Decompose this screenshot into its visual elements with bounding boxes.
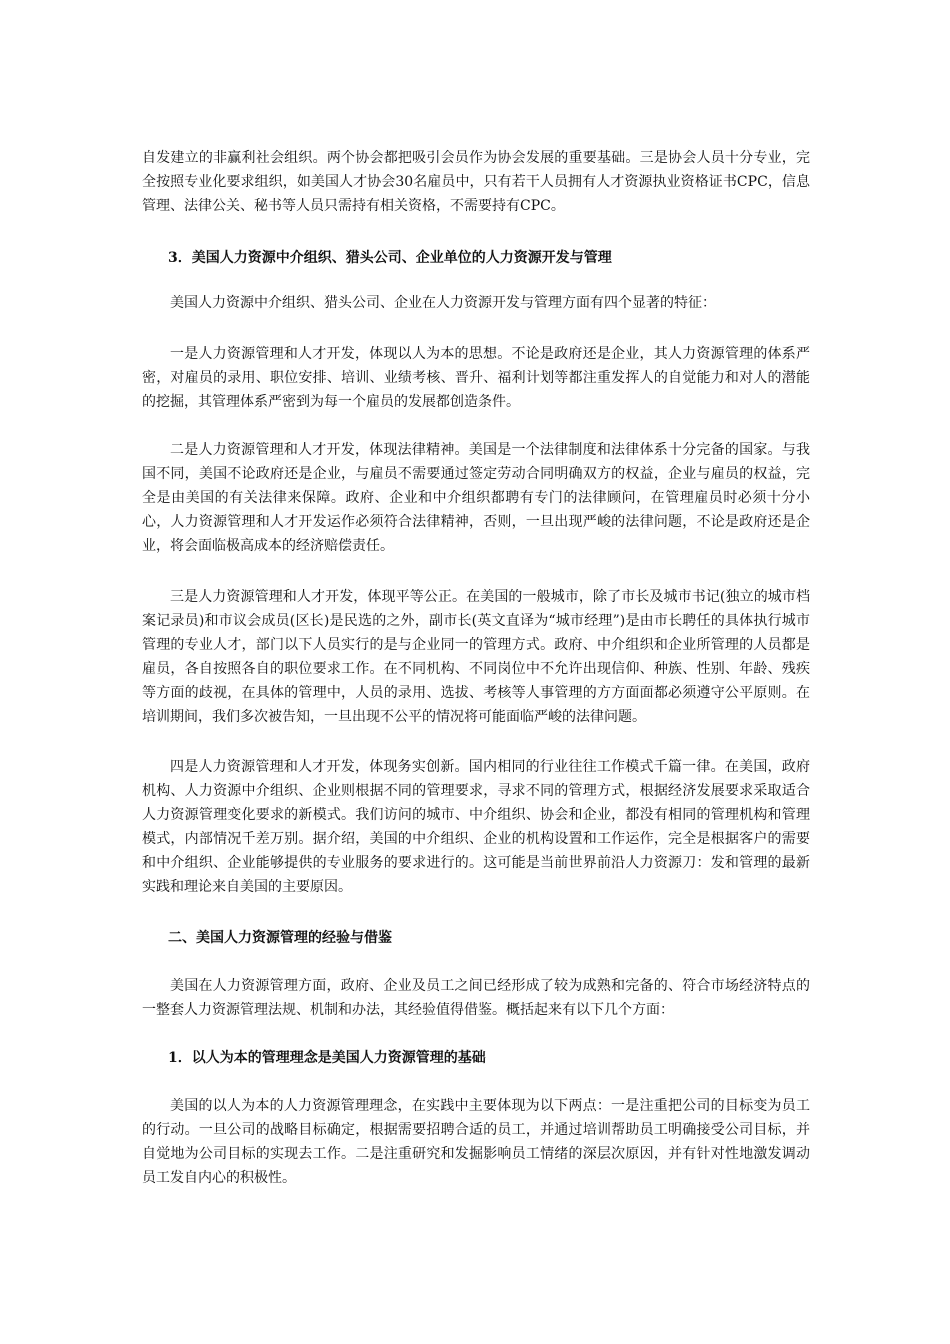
body-text-paragraph (142, 1094, 810, 1190)
body-text-paragraph (142, 342, 810, 414)
paragraph-continuation: 自发建立的非赢利社会组织。两个协会都把吸引会员作为协会发展的重要基础。三是协会人员十分专业，完全按照专业化要求组织，如美国人才协会30名雇员中，只有若干人员拥有人才资源执业资格证书CPC，信息管理、法律公关、秘书等人员只需持有相关资格，不需要持有CPC。 (142, 150, 810, 214)
body-text-paragraph (142, 585, 810, 729)
paragraph-two-points: 美国的以人为本的人力资源管理理念，在实践中主要体现为以下两点：一是注重把公司的目标变为员工的行动。一旦公司的战略目标确定，根据需要招聘合适的员工，并通过培训帮助员工明确接受公司目标，并自觉地为公司目标的实现去工作。二是注重研究和发掘影响员工情绪的深层次原因，并有针对性地激发调动员工发自内心的积极性。 (142, 1098, 810, 1186)
paragraph-people-oriented: 一是人力资源管理和人才开发，体现以人为本的思想。不论是政府还是企业，其人力资源管理的体系严密，对雇员的录用、职位安排、培训、业绩考核、晋升、福利计划等都注重发挥人的自觉能力和对人的潜能的挖掘，其管理体系严密到为每一个雇员的发展都创造条件。 (142, 346, 810, 410)
section-heading-1 (142, 1046, 810, 1070)
heading-intermediary-orgs: 3．美国人力资源中介组织、猎头公司、企业单位的人力资源开发与管理 (168, 250, 612, 266)
paragraph-summary: 美国在人力资源管理方面，政府、企业及员工之间已经形成了较为成熟和完备的、符合市场经济特点的一整套人力资源管理法规、机制和办法，其经验值得借鉴。概括起来有以下几个方面： (142, 978, 810, 1018)
paragraph-innovation: 四是人力资源管理和人才开发，体现务实创新。国内相同的行业往往工作模式千篇一律。在美国，政府机构、人力资源中介组织、企业则根据不同的管理要求，寻求不同的管理方式，根据经济发展要求采取适合人力资源管理变化要求的新模式。我们访问的城市、中介组织、协会和企业，都没有相同的管理机构和管理模式，内部情况千差万别。据介绍，美国的中介组织、企业的机构设置和工作运作，完全是根据客户的需要和中介组织、企业能够提供的专业服务的要求进行的。这可能是当前世界前沿人力资源刀：发和管理的最新实践和理论来自美国的主要原因。 (142, 759, 810, 895)
paragraph-legal-spirit: 二是人力资源管理和人才开发，体现法律精神。美国是一个法律制度和法律体系十分完备的国家。与我国不同，美国不论政府还是企业，与雇员不需要通过签定劳动合同明确双方的权益，企业与雇员的权益，完全是由美国的有关法律来保障。政府、企业和中介组织都聘有专门的法律顾问，在管理雇员时必须十分小心，人力资源管理和人才开发运作必须符合法律精神，否则，一旦出现严峻的法律问题，不论是政府还是企业，将会面临极高成本的经济赔偿责任。 (142, 442, 810, 554)
body-text-paragraph (142, 146, 810, 218)
section-heading-2 (142, 926, 810, 950)
section-heading-3 (142, 246, 810, 270)
body-text-paragraph (142, 291, 810, 315)
body-text-paragraph (142, 974, 810, 1022)
paragraph-fairness: 三是人力资源管理和人才开发，体现平等公正。在美国的一般城市，除了市长及城市书记(独立的城市档案记录员)和市议会成员(区长)是民选的之外，副市长(英文直译为“城市经理”)是由市长聘任的具体执行城市管理的专业人才，部门以下人员实行的是与企业同一的管理方式。政府、中介组织和企业所管理的人员都是雇员，各自按照各自的职位要求工作。在不同机构、不同岗位中不允许出现信仰、种族、性别、年龄、残疾等方面的歧视，在具体的管理中，人员的录用、选拔、考核等人事管理的方方面面都必须遵守公平原则。在培训期间，我们多次被告知，一旦出现不公平的情况将可能面临严峻的法律问题。 (142, 589, 810, 725)
body-text-paragraph (142, 755, 810, 899)
heading-experience: 二、美国人力资源管理的经验与借鉴 (168, 930, 392, 946)
heading-people-first: 1．以人为本的管理理念是美国人力资源管理的基础 (168, 1050, 486, 1066)
paragraph-four-features: 美国人力资源中介组织、猎头公司、企业在人力资源开发与管理方面有四个显著的特征： (170, 295, 716, 311)
body-text-paragraph (142, 438, 810, 558)
